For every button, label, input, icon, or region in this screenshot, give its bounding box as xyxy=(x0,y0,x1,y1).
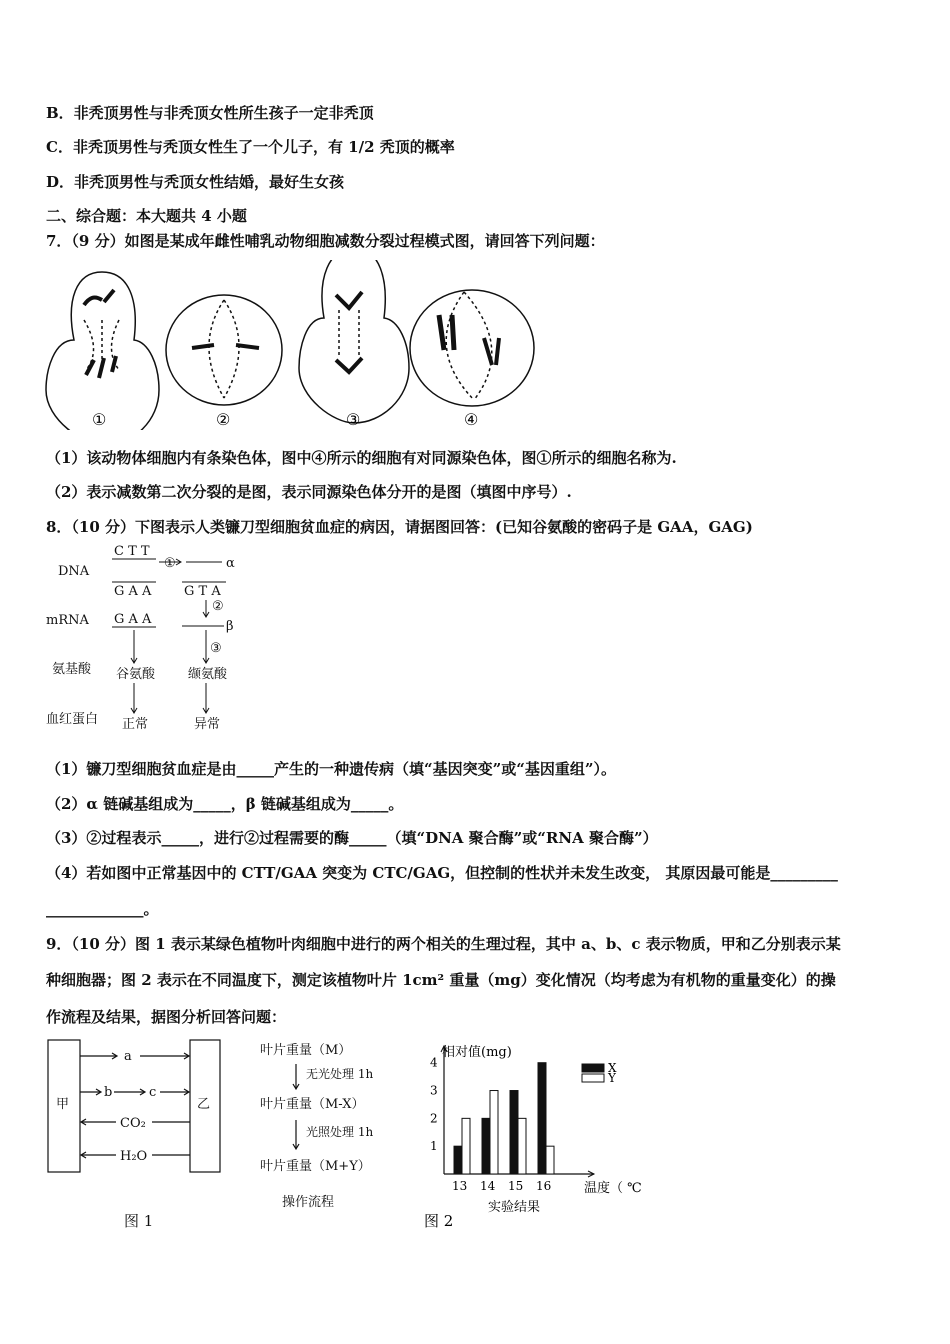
q9-figure-1 xyxy=(44,1036,234,1236)
step-dark: 无光处理 1h xyxy=(306,1067,374,1081)
hb-abnormal: 异常 xyxy=(194,717,221,732)
q7-cell-figure xyxy=(44,260,544,430)
label-c: c xyxy=(149,1085,157,1100)
step-2: ② xyxy=(212,599,224,614)
label-alpha: α xyxy=(226,556,235,571)
step-light: 光照处理 1h xyxy=(306,1125,374,1139)
legend-swatch-x xyxy=(582,1064,604,1072)
label-b: b xyxy=(104,1085,113,1100)
q9-operation-flow xyxy=(256,1036,416,1216)
row-amino-acid: 氨基酸 xyxy=(52,662,92,677)
bar-y xyxy=(518,1118,526,1174)
row-hemoglobin: 血红蛋白 xyxy=(46,712,99,727)
y-tick-label: 3 xyxy=(430,1083,438,1098)
cell-label-3: ③ xyxy=(346,410,361,429)
bar-x xyxy=(538,1063,546,1174)
bar-x xyxy=(482,1118,490,1174)
y-tick-label: 4 xyxy=(430,1055,438,1070)
chart-ylabel: 相对值(mg) xyxy=(442,1045,512,1060)
legend-swatch-y xyxy=(582,1074,604,1082)
cell-label-4: ④ xyxy=(464,410,479,429)
option-b: B．非秃顶男性与非秃顶女性所生孩子一定非秃顶 xyxy=(46,104,374,122)
y-tick-label: 2 xyxy=(430,1111,438,1126)
q8-sub4: （4）若如图中正常基因中的 CTT/GAA 突变为 CTC/GAG，但控制的性状并未发生改变， 其原因最可能是_________ xyxy=(46,864,838,882)
legend-label-y: Y xyxy=(608,1071,616,1085)
q9-bar-chart xyxy=(416,1036,666,1236)
weight-m-minus-x: 叶片重量（M-X） xyxy=(260,1097,365,1112)
bar-y xyxy=(546,1146,554,1174)
q9-stem-1: 9．（10 分）图 1 表示某绿色植物叶肉细胞中进行的两个相关的生理过程，其中 a、b、c 表示物质，甲和乙分别表示某 xyxy=(46,935,841,953)
label-h2o: H₂O xyxy=(120,1149,148,1164)
seq-gta: G T A xyxy=(184,584,221,599)
x-tick-label: 16 xyxy=(536,1179,552,1193)
q9-stem-3: 作流程及结果，据图分析回答问题： xyxy=(46,1008,287,1026)
figure-2-caption: 图 2 xyxy=(424,1212,454,1230)
organelle-jia: 甲 xyxy=(56,1097,70,1112)
q7-stem: 7．（9 分）如图是某成年雌性哺乳动物细胞减数分裂过程模式图，请回答下列问题： xyxy=(46,232,605,250)
cell-3 xyxy=(299,260,409,423)
seq-gaa-dna: G A A xyxy=(114,584,152,599)
x-tick-label: 15 xyxy=(508,1179,524,1193)
legend-label-x: X xyxy=(608,1061,617,1075)
aa-val: 缬氨酸 xyxy=(188,667,228,682)
label-a: a xyxy=(124,1049,132,1064)
step-3: ③ xyxy=(210,641,222,656)
aa-glu: 谷氨酸 xyxy=(116,667,156,682)
chart-xlabel: 温度（ ℃ xyxy=(584,1181,642,1196)
flow-caption: 操作流程 xyxy=(282,1195,335,1210)
section-title: 二、综合题：本大题共 4 小题 xyxy=(46,207,247,225)
label-beta: β xyxy=(226,619,234,634)
cell-2 xyxy=(166,295,282,405)
chart-title: 实验结果 xyxy=(488,1200,541,1215)
y-tick-label: 1 xyxy=(430,1139,438,1154)
weight-m: 叶片重量（M） xyxy=(260,1043,352,1058)
row-mrna: mRNA xyxy=(46,613,89,628)
bar-y xyxy=(490,1091,498,1174)
q8-sub4-blank: _____________。 xyxy=(46,900,159,918)
seq-gaa-mrna: G A A xyxy=(114,612,152,627)
q8-sub1: （1）镰刀型细胞贫血症是由_____产生的一种遗传病（填“基因突变”或“基因重组”）。 xyxy=(46,760,616,778)
weight-m-plus-y: 叶片重量（M+Y） xyxy=(260,1159,371,1174)
option-d: D．非秃顶男性与秃顶女性结婚，最好生女孩 xyxy=(46,173,345,191)
figure-1-caption: 图 1 xyxy=(124,1212,154,1230)
seq-ctt: C T T xyxy=(114,544,150,559)
q8-sub3: （3）②过程表示_____，进行②过程需要的酶_____（填“DNA 聚合酶”或“RNA 聚合酶”） xyxy=(46,829,658,847)
cell-label-2: ② xyxy=(216,410,231,429)
x-tick-label: 13 xyxy=(452,1179,468,1193)
x-tick-label: 14 xyxy=(480,1179,496,1193)
q7-sub2: （2）表示减数第二次分裂的是图，表示同源染色体分开的是图（填图中序号）. xyxy=(46,483,572,501)
organelle-yi: 乙 xyxy=(197,1097,211,1112)
step-1: ① xyxy=(164,556,176,571)
row-dna: DNA xyxy=(58,564,90,579)
option-c: C．非秃顶男性与秃顶女性生了一个儿子，有 1/2 秃顶的概率 xyxy=(46,138,455,156)
cell-4 xyxy=(410,290,534,406)
cell-label-1: ① xyxy=(92,410,107,429)
label-co2: CO₂ xyxy=(120,1116,146,1131)
bar-x xyxy=(454,1146,462,1174)
bar-y xyxy=(462,1118,470,1174)
q8-dna-figure xyxy=(44,540,264,740)
q9-stem-2: 种细胞器；图 2 表示在不同温度下，测定该植物叶片 1cm² 重量（mg）变化情况（均考虑为有机物的重量变化）的操 xyxy=(46,971,836,989)
q8-sub2: （2）α 链碱基组成为_____，β 链碱基组成为_____。 xyxy=(46,795,404,813)
q7-sub1: （1）该动物体细胞内有条染色体，图中④所示的细胞有对同源染色体，图①所示的细胞名称为. xyxy=(46,449,677,467)
cell-1 xyxy=(46,272,159,430)
q8-stem: 8．（10 分）下图表示人类镰刀型细胞贫血症的病因，请据图回答：(已知谷氨酸的密码子是 GAA，GAG) xyxy=(46,518,753,536)
hb-normal: 正常 xyxy=(122,717,149,732)
bar-x xyxy=(510,1091,518,1174)
